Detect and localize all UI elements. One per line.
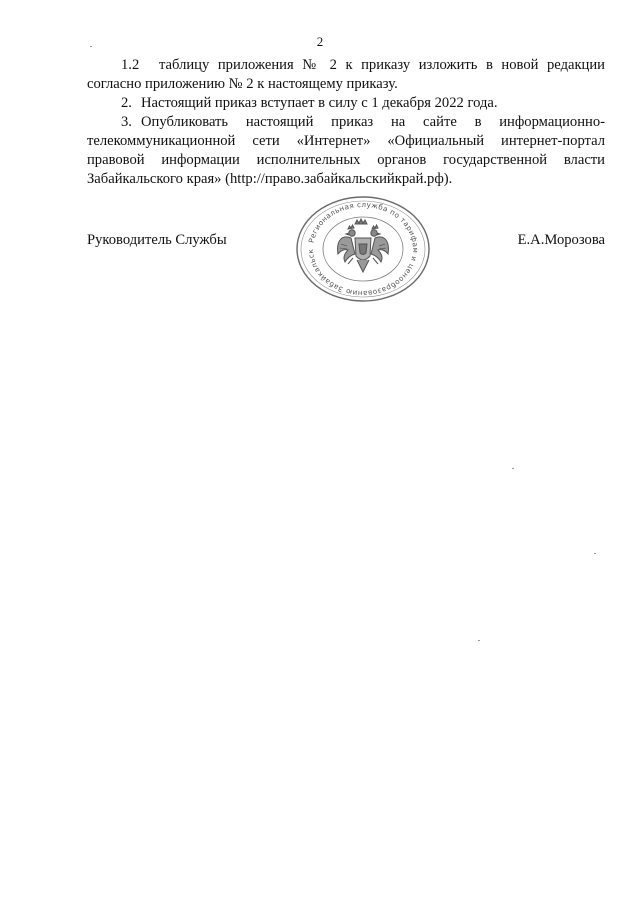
seal-icon <box>293 194 433 304</box>
paragraph-number: 3. <box>121 114 132 130</box>
scan-speck <box>478 640 480 641</box>
document-body <box>87 56 605 189</box>
scan-speck <box>594 553 596 554</box>
seal-text: Региональная служба по тарифам и ценообразованию Забайкальск <box>305 199 421 299</box>
double-headed-eagle-icon <box>338 219 389 272</box>
paragraph-3 <box>87 113 605 189</box>
paragraph-text: Опубликовать настоящий приказ на сайте в информационно-телекоммуникационной сети «Интернет» «Официальный интернет-портал правовой информации исполнительных органов государственной власти Забайкальского края» (http://право.забайкальскийкрай.рф). <box>87 114 605 187</box>
official-seal <box>293 194 433 304</box>
paragraph-1-2 <box>87 56 605 94</box>
scan-speck <box>512 468 514 469</box>
scan-speck <box>90 46 92 47</box>
paragraph-number: 2. <box>121 95 132 111</box>
signatory-position: Руководитель Службы <box>87 232 227 248</box>
paragraph-text: Настоящий приказ вступает в силу с 1 декабря 2022 года. <box>141 95 498 111</box>
signatory-name: Е.А.Морозова <box>517 232 605 248</box>
paragraph-number: 1.2 <box>121 57 140 73</box>
paragraph-text: таблицу приложения № 2 к приказу изложить в новой редакции согласно приложению № 2 к настоящему приказу. <box>87 57 605 92</box>
page-number: 2 <box>316 34 324 49</box>
paragraph-2 <box>87 94 605 113</box>
